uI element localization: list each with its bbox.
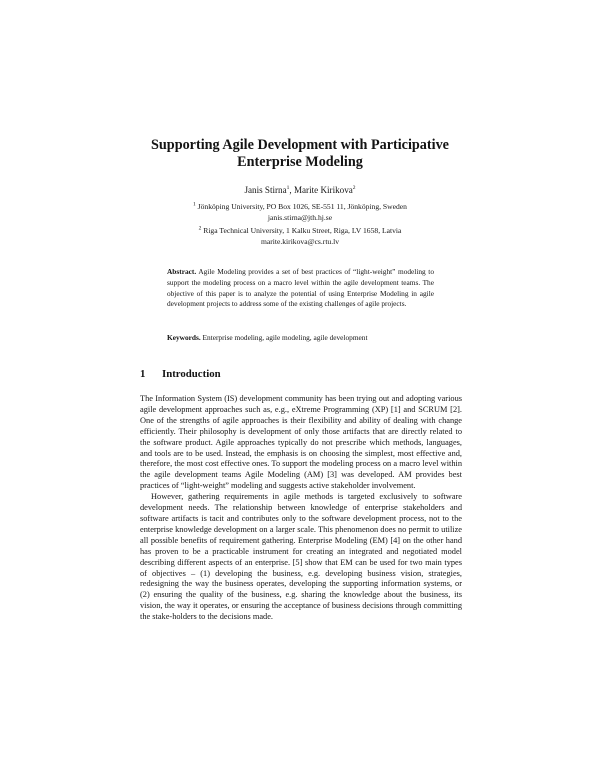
- affiliation-mark: 2: [198, 225, 202, 232]
- affiliation-1: [0, 202, 600, 223]
- keywords: [167, 333, 467, 344]
- author-list: [0, 185, 600, 196]
- affiliation-email: janis.stirna@jth.hj.se: [267, 212, 333, 222]
- author-separator: ,: [289, 185, 294, 195]
- author-name: Marite Kirikova: [293, 185, 353, 195]
- abstract-label: Abstract.: [167, 267, 197, 276]
- section-title: Introduction: [162, 368, 221, 380]
- abstract: [167, 267, 434, 310]
- affiliation-address: Riga Technical University, 1 Kalku Street, Riga, LV 1658, Latvia: [203, 226, 402, 235]
- affiliation-address: Jönköping University, PO Box 1026, SE-551 11, Jönköping, Sweden: [197, 202, 407, 211]
- author-affiliation-mark: 2: [352, 184, 356, 191]
- affiliation-2: [0, 226, 600, 247]
- affiliation-mark: 1: [193, 201, 196, 208]
- abstract-text: Agile Modeling provides a set of best practices of “light-weight” modeling to support the modeling process on a macro level within the agile development teams. The objective of this paper is to analyze the potential of using Enterprise Modeling in agile development projects to address some of the existing challenges of agile projects.: [167, 267, 434, 309]
- paper-title: [0, 137, 600, 171]
- affiliation-email: marite.kirikova@cs.rtu.lv: [260, 236, 340, 246]
- author-name: Janis Stirna: [244, 185, 287, 195]
- keywords-label: Keywords.: [167, 333, 201, 342]
- author-affiliation-mark: 1: [286, 184, 290, 191]
- keywords-text: Enterprise modeling, agile modeling, agile development: [202, 333, 368, 342]
- title-line-2: Enterprise Modeling: [237, 154, 363, 170]
- section-number: 1: [140, 368, 146, 380]
- paragraph: The Information System (IS) development community has been trying out and adopting various agile development approaches such as, e.g., eXtreme Programming (XP) [1] and SCRUM [2]. One of the strengths of agile approaches is their flexibility and ability of dealing with change efficiently. Their philosophy is development of only those artifacts that are directly related to the software product. Agile approaches typically do not prescribe which methods, languages, and tools are to be used. Instead, the emphasis is on choosing the simplest, most effective and, therefore, the most cost effective ones. To support the modeling process on a macro level within the agile development teams Agile Modeling (AM) [3] was developed. AM provides best practices of “light-weight” modeling and suggests active stakeholder involvement.: [140, 394, 462, 491]
- section-heading: [140, 368, 221, 381]
- body-text: [140, 394, 462, 623]
- paragraph: However, gathering requirements in agile methods is targeted exclusively to software development needs. The relationship between knowledge of enterprise stakeholders and software artifacts is tacit and contributes only to the software development process, not to the enterprise knowledge development on a larger scale. This phenomenon does no permit to utilize all possible benefits of requirement gathering. Enterprise Modeling (EM) [4] on the other hand has proven to be a practicable instrument for creating an integrated and negotiated model describing different aspects of an enterprise. [5] show that EM can be used for two main types of objectives – (1) developing the business, e.g. developing business vision, strategies, redesigning the way the business operates, developing the supporting information systems, or (2) ensuring the quality of the business, e.g. sharing the knowledge about the business, its vision, the way it operates, or ensuring the acceptance of business decisions through committing the stake-holders to the decisions made.: [140, 492, 462, 622]
- title-line-1: Supporting Agile Development with Participative: [151, 137, 449, 153]
